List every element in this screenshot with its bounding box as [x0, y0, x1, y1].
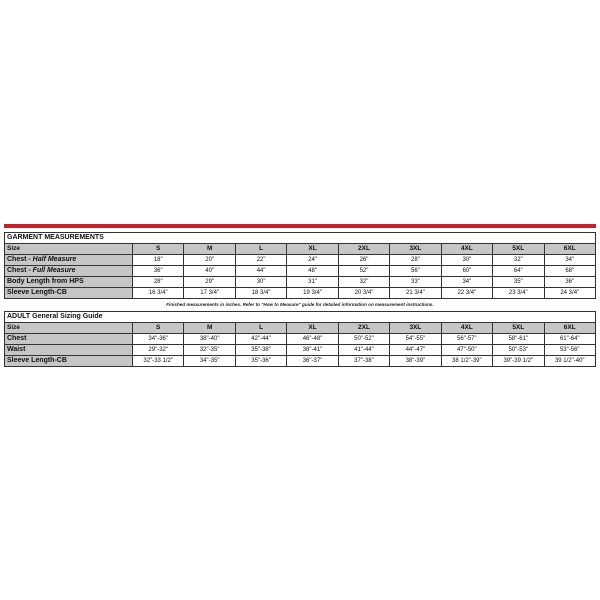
cell: 24" [287, 255, 338, 266]
cell: 37"-38" [338, 356, 389, 367]
cell: 68" [544, 266, 596, 277]
cell: 54"-55" [390, 334, 441, 345]
cell: 56" [390, 266, 441, 277]
garment-size-header-row [5, 244, 596, 255]
cell: 56"-57" [441, 334, 492, 345]
cell: 35"-36" [235, 356, 286, 367]
cell: 32"-35" [184, 345, 235, 356]
cell: 47"-50" [441, 345, 492, 356]
size-header: 4XL [441, 323, 492, 334]
cell: 53"-56" [544, 345, 596, 356]
cell: 33" [390, 277, 441, 288]
table-row [5, 266, 596, 277]
cell: 38 1/2"-39" [441, 356, 492, 367]
cell: 34"-35" [184, 356, 235, 367]
cell: 22 3/4" [441, 288, 492, 299]
cell: 64" [493, 266, 544, 277]
row-label: Sleeve Length-CB [5, 288, 133, 299]
cell: 52" [338, 266, 389, 277]
garment-title-row [5, 233, 596, 244]
size-header: 5XL [493, 323, 544, 334]
cell: 36"-37" [287, 356, 338, 367]
table-row [5, 345, 596, 356]
table-row [5, 277, 596, 288]
cell: 32" [493, 255, 544, 266]
cell: 41"-44" [338, 345, 389, 356]
cell: 42"-44" [235, 334, 286, 345]
size-header: 6XL [544, 244, 596, 255]
table-row [5, 255, 596, 266]
cell: 21 3/4" [390, 288, 441, 299]
cell: 60" [441, 266, 492, 277]
cell: 19 3/4" [287, 288, 338, 299]
cell: 36" [544, 277, 596, 288]
table-row [5, 356, 596, 367]
cell: 32" [338, 277, 389, 288]
cell: 26" [338, 255, 389, 266]
size-label: Size [5, 244, 133, 255]
cell: 32"-33 1/2" [133, 356, 184, 367]
cell: 44"-47" [390, 345, 441, 356]
row-label: Chest - Half Measure [5, 255, 133, 266]
cell: 31" [287, 277, 338, 288]
size-header: 3XL [390, 323, 441, 334]
cell: 39 1/2"-40" [544, 356, 596, 367]
size-header: 3XL [390, 244, 441, 255]
measurement-note: Finished measurements in inches. Refer to "How to Measure" guide for detailed information on measurement instructions. [166, 302, 434, 307]
cell: 46"-48" [287, 334, 338, 345]
cell: 38"-39" [390, 356, 441, 367]
cell: 20 3/4" [338, 288, 389, 299]
row-label: Body Length from HPS [5, 277, 133, 288]
row-label: Chest - Full Measure [5, 266, 133, 277]
cell: 36" [133, 266, 184, 277]
cell: 17 3/4" [184, 288, 235, 299]
cell: 34" [544, 255, 596, 266]
cell: 58"-61" [493, 334, 544, 345]
garment-measurements-table [4, 232, 596, 299]
cell: 35"-38" [235, 345, 286, 356]
cell: 18" [133, 255, 184, 266]
cell: 18 3/4" [235, 288, 286, 299]
cell: 35" [493, 277, 544, 288]
adult-title-row [5, 312, 596, 323]
cell: 29"-32" [133, 345, 184, 356]
cell: 16 3/4" [133, 288, 184, 299]
cell: 30" [441, 255, 492, 266]
row-label: Sleeve Length-CB [5, 356, 133, 367]
adult-sizing-table [4, 311, 596, 367]
size-header: XL [287, 244, 338, 255]
adult-title: ADULT General Sizing Guide [5, 312, 596, 323]
size-header: L [235, 323, 286, 334]
red-accent-bar [4, 224, 596, 228]
size-header: 6XL [544, 323, 596, 334]
size-header: XL [287, 323, 338, 334]
size-header: 2XL [338, 323, 389, 334]
cell: 23 3/4" [493, 288, 544, 299]
cell: 38"-41" [287, 345, 338, 356]
size-chart-sheet [4, 224, 596, 367]
size-header: S [133, 244, 184, 255]
cell: 28" [133, 277, 184, 288]
cell: 61"-64" [544, 334, 596, 345]
size-label: Size [5, 323, 133, 334]
cell: 40" [184, 266, 235, 277]
cell: 29" [184, 277, 235, 288]
cell: 22" [235, 255, 286, 266]
cell: 38"-40" [184, 334, 235, 345]
size-header: 5XL [493, 244, 544, 255]
row-label: Waist [5, 345, 133, 356]
row-label: Chest [5, 334, 133, 345]
size-header: 4XL [441, 244, 492, 255]
cell: 44" [235, 266, 286, 277]
size-header: L [235, 244, 286, 255]
table-row [5, 334, 596, 345]
size-header: M [184, 244, 235, 255]
adult-size-header-row [5, 323, 596, 334]
size-header: 2XL [338, 244, 389, 255]
cell: 50"-52" [338, 334, 389, 345]
size-header: M [184, 323, 235, 334]
cell: 34"-36" [133, 334, 184, 345]
garment-title: GARMENT MEASUREMENTS [5, 233, 596, 244]
size-header: S [133, 323, 184, 334]
cell: 24 3/4" [544, 288, 596, 299]
cell: 48" [287, 266, 338, 277]
cell: 50"-53" [493, 345, 544, 356]
cell: 30" [235, 277, 286, 288]
cell: 20" [184, 255, 235, 266]
cell: 34" [441, 277, 492, 288]
table-row [5, 288, 596, 299]
cell: 28" [390, 255, 441, 266]
cell: 39"-39 1/2" [493, 356, 544, 367]
